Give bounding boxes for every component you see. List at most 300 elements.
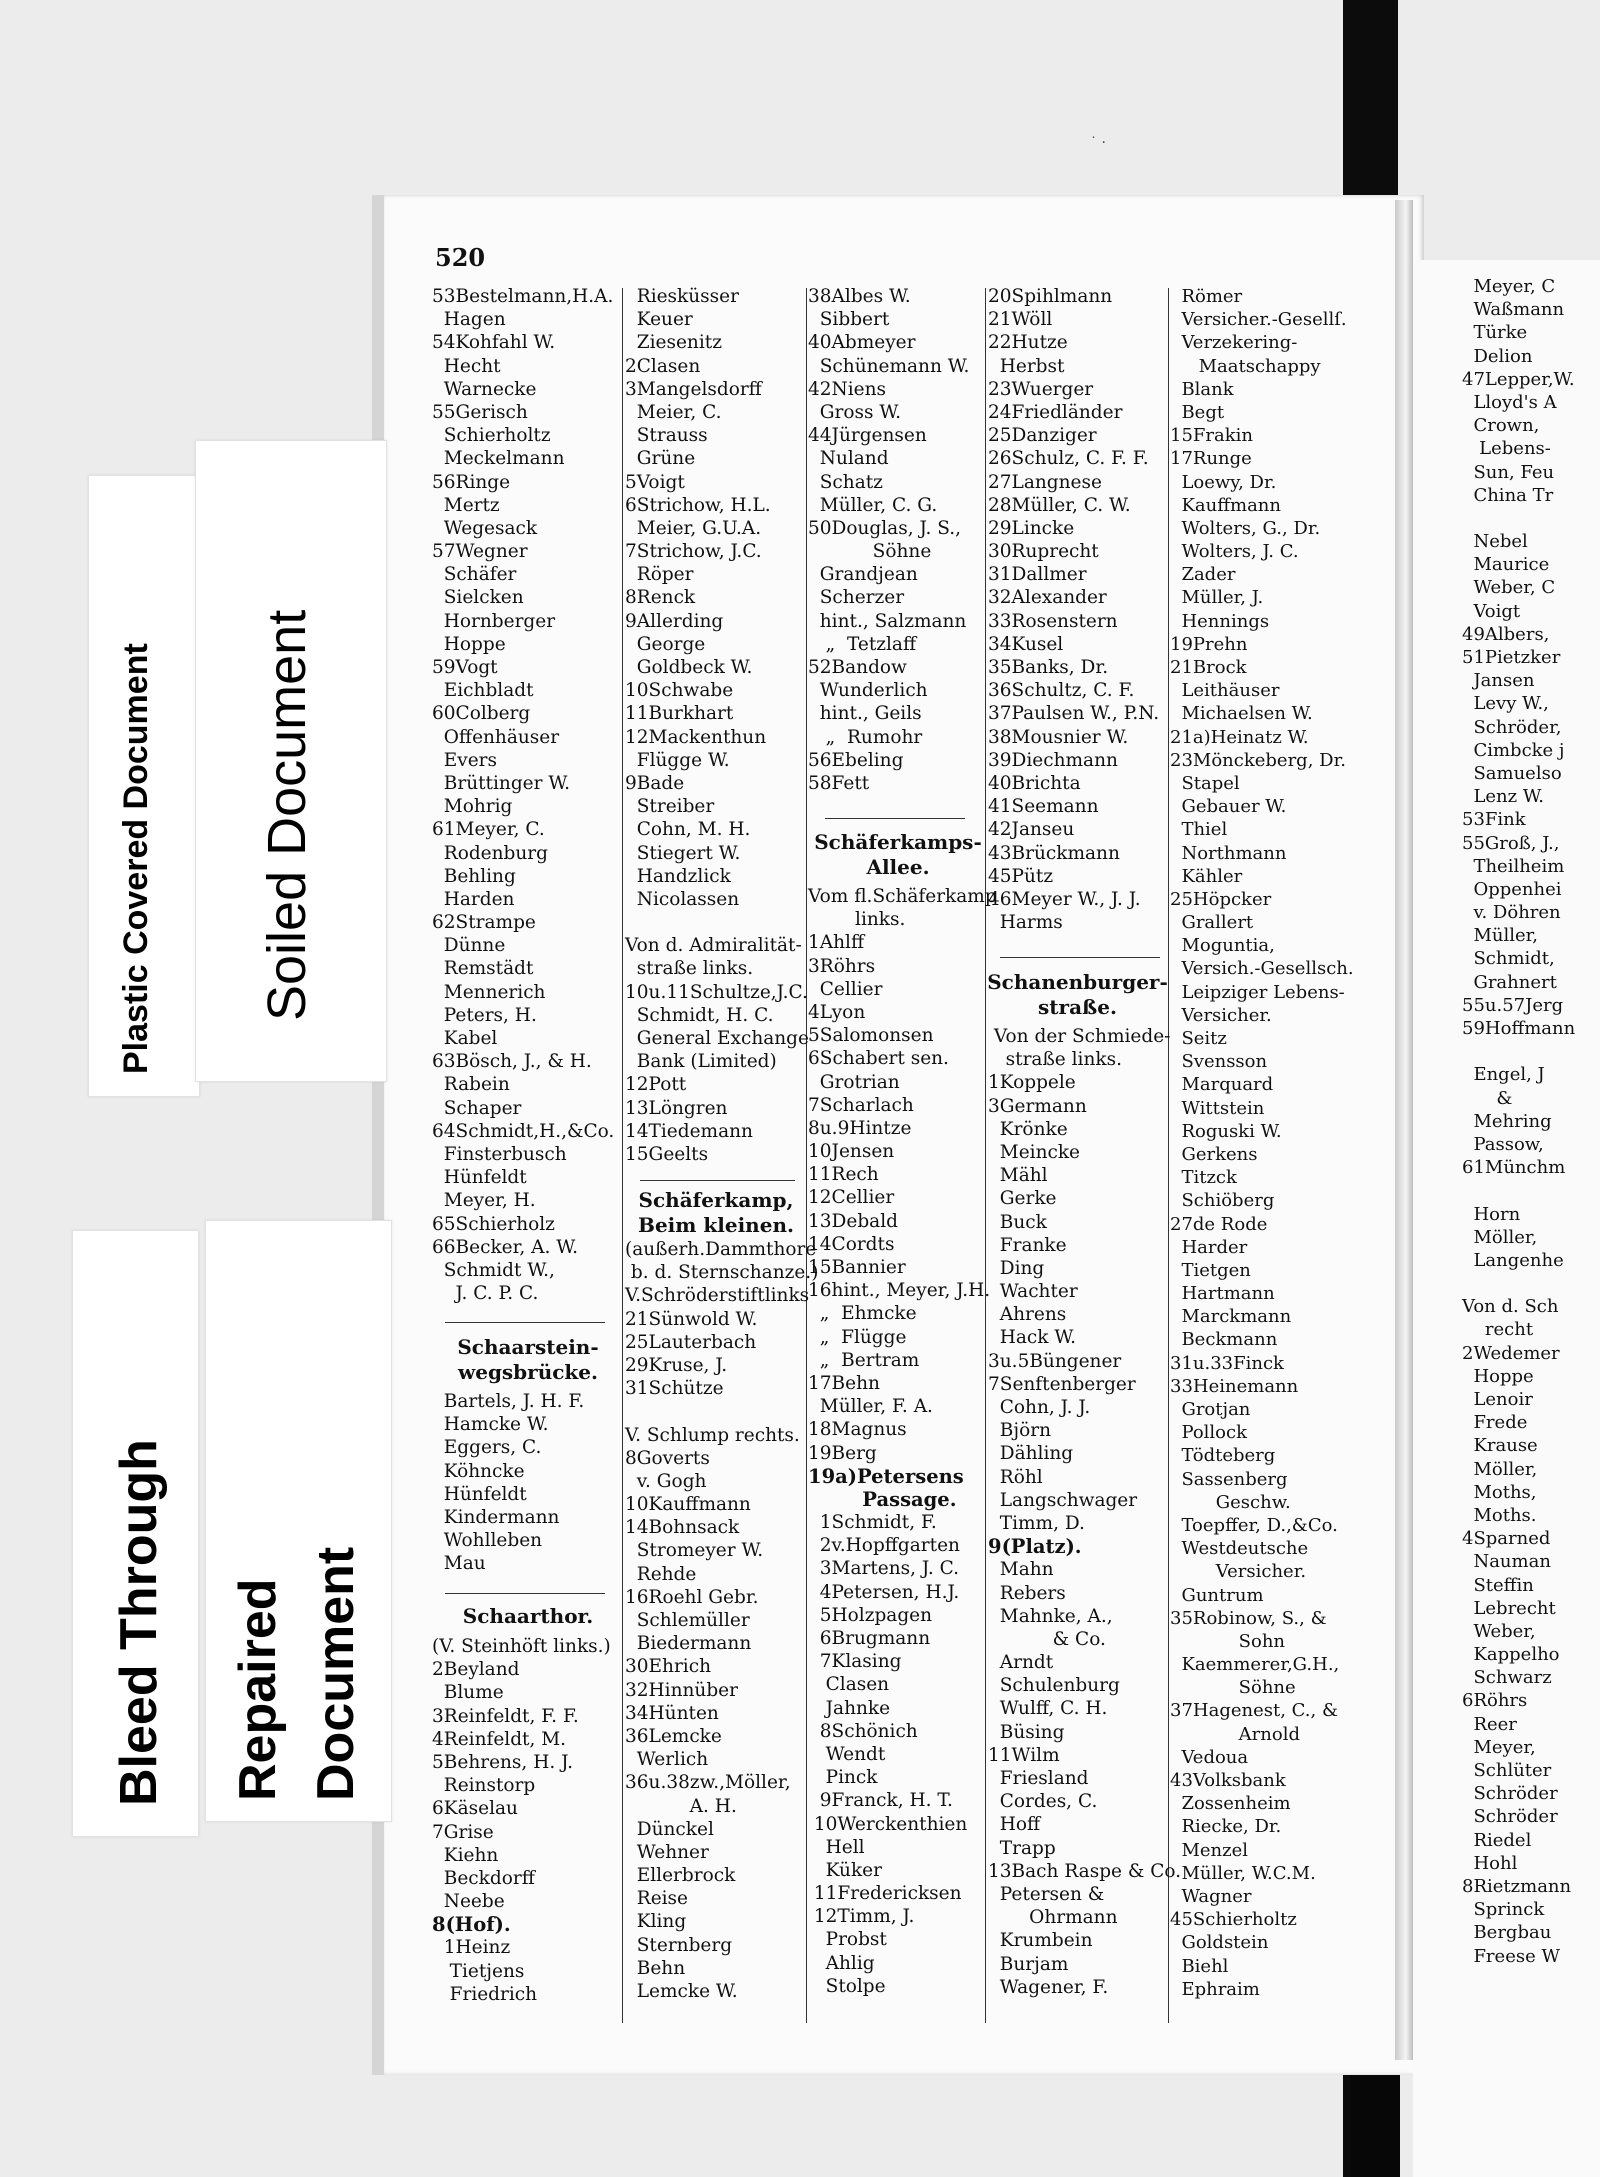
directory-entry: 3u.5Büngener: [988, 1350, 1122, 1372]
directory-entry: Brüttinger W.: [432, 772, 570, 794]
directory-entry: Michaelsen W.: [1170, 703, 1313, 725]
directory-entry: 13Debald: [808, 1210, 898, 1232]
directory-entry: hint., Geils: [808, 703, 922, 725]
directory-entry: 21Brock: [1170, 657, 1247, 678]
directory-entry: 29Lincke: [988, 517, 1075, 539]
directory-entry: Voigt: [1462, 600, 1521, 622]
directory-entry: Ohrmann: [988, 1907, 1118, 1929]
directory-entry: 26Schulz, C. F. F.: [988, 448, 1149, 470]
directory-entry: 7Senftenberger: [988, 1373, 1136, 1395]
directory-entry: Schünemann W.: [808, 355, 970, 377]
directory-entry: Remstädt: [432, 958, 534, 980]
directory-entry: 53Bestelmann,H.A.: [432, 286, 614, 307]
directory-entry: Peters, H.: [432, 1004, 537, 1026]
directory-entry: Probst: [808, 1929, 887, 1951]
directory-entry: 11Burkhart: [625, 703, 734, 725]
directory-entry: 25Danziger: [988, 425, 1097, 447]
directory-entry: 20Spihlmann: [988, 286, 1113, 307]
directory-entry: 47Lepper,W.: [1462, 368, 1575, 390]
directory-entry: 14Tiedemann: [625, 1120, 753, 1142]
directory-entry: 23Wuerger: [988, 378, 1094, 400]
directory-entry: Riedel: [1462, 1829, 1532, 1851]
directory-entry: Dähling: [988, 1443, 1074, 1465]
directory-entry: Müller, C. G.: [808, 494, 938, 516]
directory-entry: Beckmann: [1170, 1329, 1278, 1351]
directory-entry: Nuland: [808, 448, 889, 470]
directory-entry: Büsing: [988, 1721, 1065, 1743]
directory-entry: Hornberger: [432, 610, 556, 632]
directory-entry: Wolters, J. C.: [1170, 541, 1299, 563]
directory-entry: Streiber: [625, 796, 715, 818]
directory-entry: 9(Platz).: [988, 1535, 1082, 1559]
directory-entry: Meyer, C: [1462, 276, 1556, 297]
directory-entry: 8Goverts: [625, 1447, 710, 1469]
directory-entry: 8u.9Hintze: [808, 1117, 912, 1139]
directory-entry: Grallert: [1170, 912, 1254, 934]
directory-entry: Tödteberg: [1170, 1445, 1276, 1467]
directory-entry: 14Cordts: [808, 1233, 895, 1255]
directory-entry: Von d. Sch: [1462, 1296, 1559, 1318]
directory-entry: 65Schierholz: [432, 1213, 555, 1235]
book-gutter: [1395, 200, 1413, 2060]
directory-entry: v. Gogh: [625, 1470, 707, 1492]
directory-entry: Marckmann: [1170, 1306, 1292, 1328]
directory-entry: Wagener, F.: [988, 1976, 1109, 1998]
directory-entry: „ Rumohr: [808, 726, 923, 748]
directory-entry: 27Langnese: [988, 471, 1102, 493]
directory-entry: 11Rech: [808, 1164, 879, 1186]
directory-entry: 52Bandow: [808, 657, 907, 678]
directory-entry: Clasen: [808, 1674, 890, 1696]
directory-entry: Wendt: [808, 1743, 886, 1765]
directory-entry: Waßmann: [1462, 299, 1565, 321]
directory-entry: Friesland: [988, 1768, 1089, 1789]
directory-entry: 3Mangelsdorff: [625, 378, 762, 400]
page-number: 520: [435, 243, 486, 272]
directory-entry: [1462, 1272, 1575, 1295]
soiled-document-label: Soiled Document: [257, 609, 317, 1021]
directory-entry: Türke: [1462, 322, 1528, 344]
directory-entry: 6Käselau: [432, 1798, 518, 1820]
directory-entry: Moths.: [1462, 1504, 1537, 1526]
directory-entry: 22Hutze: [988, 332, 1068, 354]
directory-entry: 10u.11Schultze,J.C.: [625, 981, 808, 1003]
directory-entry: 17Behn: [808, 1372, 880, 1394]
directory-entry: 46Meyer W., J. J.: [988, 888, 1141, 910]
directory-entry: Nicolassen: [625, 888, 740, 910]
directory-entry: 58Fett: [808, 772, 870, 794]
directory-entry: 16Roehl Gebr.: [625, 1586, 759, 1608]
column-6-facing-page: [1462, 275, 1575, 1968]
directory-entry: Kabel: [432, 1028, 498, 1049]
directory-entry: 61Münchm: [1462, 1157, 1566, 1179]
directory-entry: Wunderlich: [808, 680, 928, 702]
directory-entry: 33Rosenstern: [988, 610, 1118, 632]
directory-entry: Horn: [1462, 1203, 1521, 1225]
directory-entry: 64Schmidt,H.,&Co.: [432, 1120, 615, 1142]
directory-entry: Nebel: [1462, 531, 1528, 553]
directory-entry: Müller,: [1462, 925, 1538, 947]
directory-entry: „ Tetzlaff: [808, 633, 917, 655]
directory-entry: 10Jensen: [808, 1141, 895, 1163]
directory-entry: 1Heinz: [432, 1937, 511, 1959]
directory-entry: 36Lemcke: [625, 1725, 722, 1747]
directory-entry: Samuelso: [1462, 762, 1562, 784]
directory-entry: V. Schlump rechts.: [625, 1424, 800, 1446]
directory-entry: 31Dallmer: [988, 564, 1087, 586]
directory-entry: 13Löngren: [625, 1097, 728, 1119]
directory-entry: Dünckel: [625, 1818, 714, 1840]
section-rule: [640, 1180, 795, 1181]
directory-entry: Mahn: [988, 1559, 1054, 1581]
directory-entry: Meier, C.: [625, 401, 722, 423]
column-2: [625, 285, 809, 1166]
directory-entry: 59Hoffmann: [1462, 1018, 1576, 1039]
directory-entry: 21a)Heinatz W.: [1170, 726, 1309, 748]
directory-entry: 11Fredericksen: [808, 1883, 962, 1905]
directory-entry: &: [1462, 1087, 1513, 1109]
directory-entry: 6Röhrs: [1462, 1690, 1528, 1712]
directory-entry: Sibbert: [808, 309, 890, 331]
directory-entry: 55Gerisch: [432, 401, 528, 423]
directory-entry: Grahnert: [1462, 971, 1557, 993]
directory-entry: 7Klasing: [808, 1651, 902, 1673]
directory-entry: Mau: [432, 1553, 486, 1575]
directory-entry: Harden: [432, 888, 515, 910]
directory-entry: 2Beyland: [432, 1659, 520, 1681]
directory-entry: Ding: [988, 1257, 1045, 1279]
soiled-document-sticker: [195, 440, 387, 1082]
directory-entry: 13Bach Raspe & Co.: [988, 1860, 1182, 1882]
directory-entry: Strauss: [625, 425, 708, 447]
directory-entry: Hagen: [432, 309, 506, 331]
directory-entry: 63Bösch, J., & H.: [432, 1051, 592, 1073]
directory-entry: Schiöberg: [1170, 1190, 1275, 1212]
directory-entry: 10Kauffmann: [625, 1494, 751, 1516]
directory-entry: 10Werckenthien: [808, 1813, 968, 1835]
directory-entry: 8Renck: [625, 587, 696, 609]
directory-entry: Verzekering-: [1170, 332, 1298, 354]
directory-entry: Lebrecht: [1462, 1597, 1556, 1619]
directory-entry: Hecht: [432, 355, 501, 377]
directory-entry: 2Clasen: [625, 355, 701, 377]
directory-entry: Söhne: [808, 541, 932, 563]
directory-entry: 33Heinemann: [1170, 1375, 1299, 1397]
directory-entry: General Exchange: [625, 1028, 809, 1049]
directory-entry: Söhne: [1170, 1677, 1296, 1699]
directory-entry: 4Sparned: [1462, 1528, 1551, 1550]
directory-entry: 11Wilm: [988, 1744, 1060, 1766]
directory-entry: 51Pietzker: [1462, 647, 1561, 668]
directory-entry: 12Timm, J.: [808, 1906, 915, 1928]
directory-entry: [1462, 1040, 1575, 1063]
directory-entry: Cimbcke j: [1462, 739, 1565, 761]
directory-entry: Hell: [808, 1836, 865, 1858]
directory-entry: Kling: [625, 1911, 687, 1933]
directory-entry: 6Schabert sen.: [808, 1048, 949, 1070]
directory-entry: Wachter: [988, 1281, 1078, 1303]
directory-entry: 12Pott: [625, 1074, 687, 1096]
directory-entry: 29Kruse, J.: [625, 1354, 728, 1376]
directory-entry: Krönke: [988, 1118, 1068, 1140]
directory-entry: Grüne: [625, 448, 696, 470]
directory-entry: Wegesack: [432, 517, 538, 539]
directory-entry: 37Hagenest, C., &: [1170, 1700, 1338, 1722]
directory-entry: 5Behrens, H. J.: [432, 1751, 573, 1773]
directory-entry: Cordes, C.: [988, 1791, 1098, 1813]
section-header-schaarsteinwegsbruecke: Schaarstein- wegsbrücke.: [457, 1335, 599, 1384]
directory-entry: Frede: [1462, 1412, 1528, 1434]
directory-entry: 35Banks, Dr.: [988, 657, 1109, 678]
directory-entry: Möller,: [1462, 1226, 1538, 1248]
directory-entry: Schlemüller: [625, 1610, 750, 1631]
directory-entry: Eichbladt: [432, 680, 534, 702]
directory-entry: Biedermann: [625, 1633, 752, 1655]
directory-entry: Grandjean: [808, 564, 918, 586]
directory-entry: Moguntia,: [1170, 935, 1275, 957]
directory-entry: Lenoir: [1462, 1389, 1533, 1410]
directory-entry: Hoppe: [432, 633, 506, 655]
directory-entry: 24Friedländer: [988, 401, 1123, 423]
directory-entry: Kiehn: [432, 1844, 499, 1866]
directory-entry: 14Bohnsack: [625, 1517, 740, 1539]
directory-entry: Riecke, Dr.: [1170, 1816, 1282, 1838]
directory-entry: Burjam: [988, 1953, 1069, 1975]
directory-entry: Ellerbrock: [625, 1865, 736, 1887]
directory-entry: 57Wegner: [432, 541, 528, 563]
directory-entry: 10Schwabe: [625, 680, 734, 702]
directory-entry: [1462, 1179, 1575, 1202]
directory-entry: 5Holzpagen: [808, 1604, 933, 1626]
directory-entry: Schmidt W.,: [432, 1259, 555, 1281]
directory-entry: Riesküsser: [625, 286, 739, 307]
directory-entry: Behn: [625, 1957, 686, 1979]
directory-entry: 53Fink: [1462, 809, 1526, 831]
directory-entry: Freese W: [1462, 1945, 1560, 1967]
directory-entry: Friedrich: [432, 1983, 538, 2005]
directory-entry: Mähl: [988, 1165, 1048, 1187]
directory-entry: V.Schröderstiftlinks: [625, 1285, 810, 1307]
column-1-section-a: [432, 1390, 584, 1576]
directory-entry: Neebe: [432, 1891, 505, 1913]
directory-entry: Maatschappy: [1170, 355, 1321, 377]
directory-entry: Grotjan: [1170, 1399, 1251, 1420]
directory-entry: 40Abmeyer: [808, 332, 916, 354]
directory-entry: 30Ehrich: [625, 1656, 711, 1678]
directory-entry: (V. Steinhöft links.): [432, 1636, 611, 1657]
directory-entry: Schäfer: [432, 564, 517, 586]
directory-entry: 61Meyer, C.: [432, 819, 545, 841]
directory-entry: 45Schierholtz: [1170, 1909, 1297, 1931]
directory-entry: 38Albes W.: [808, 286, 911, 307]
directory-entry: Hohl: [1462, 1852, 1518, 1874]
directory-entry: Weber,: [1462, 1620, 1536, 1642]
directory-entry: Sohn: [1170, 1630, 1286, 1652]
column-rule-1: [622, 288, 623, 2023]
section-rule: [825, 818, 965, 819]
directory-entry: Moths,: [1462, 1481, 1537, 1503]
directory-entry: 4Lyon: [808, 1001, 866, 1023]
repaired-label: Repaired: [229, 1578, 287, 1801]
directory-entry: 21Sünwold W.: [625, 1308, 758, 1330]
directory-entry: Rehde: [625, 1563, 697, 1585]
directory-entry: Cohn, J. J.: [988, 1397, 1091, 1418]
directory-entry: 34Kusel: [988, 633, 1064, 655]
section-rule: [1000, 957, 1160, 958]
directory-entry: „ Bertram: [808, 1349, 920, 1371]
directory-entry: Leipziger Lebens-: [1170, 981, 1345, 1003]
directory-entry: Küker: [808, 1859, 882, 1881]
directory-entry: Kähler: [1170, 865, 1243, 887]
directory-entry: George: [625, 633, 706, 655]
directory-entry: Wulff, C. H.: [988, 1698, 1108, 1720]
directory-entry: Buck: [988, 1211, 1047, 1233]
directory-entry: 30Ruprecht: [988, 541, 1099, 563]
directory-entry: 41Seemann: [988, 796, 1099, 818]
directory-entry: hint., Salzmann: [808, 610, 967, 632]
directory-entry: Tietjens: [432, 1960, 525, 1982]
directory-entry: 3Germann: [988, 1095, 1087, 1117]
directory-entry: 49Albers,: [1462, 623, 1550, 645]
directory-entry: 12Cellier: [808, 1187, 895, 1209]
directory-entry: Arndt: [988, 1652, 1054, 1674]
directory-entry: Krumbein: [988, 1930, 1093, 1952]
directory-entry: Harder: [1170, 1236, 1248, 1258]
directory-entry: Blank: [1170, 378, 1234, 400]
directory-entry: Passage.: [808, 1487, 957, 1511]
directory-entry: Passow,: [1462, 1133, 1544, 1155]
directory-entry: Langenhe: [1462, 1249, 1564, 1271]
dust-specks: ˙ ·: [1090, 135, 1106, 151]
directory-entry: Delion: [1462, 345, 1533, 367]
directory-entry: Versicher.: [1170, 1561, 1307, 1583]
directory-entry: Hartmann: [1170, 1283, 1275, 1305]
directory-entry: Behling: [432, 865, 516, 887]
column-3: [808, 285, 969, 795]
directory-entry: 6Strichow, H.L.: [625, 494, 771, 516]
directory-entry: Versicher.-Gesellſ.: [1170, 309, 1347, 331]
directory-entry: 40Brichta: [988, 772, 1081, 794]
directory-entry: 9Bade: [625, 772, 685, 794]
directory-entry: Schlüter: [1462, 1760, 1552, 1781]
directory-entry: Gerke: [988, 1188, 1057, 1210]
directory-entry: Rodenburg: [432, 842, 548, 864]
column-1-section-b: [432, 1635, 611, 2006]
directory-entry: 19Berg: [808, 1442, 877, 1464]
directory-entry: Flügge W.: [625, 749, 730, 771]
directory-entry: 19Prehn: [1170, 633, 1248, 655]
directory-entry: 59Vogt: [432, 657, 498, 678]
directory-entry: Blume: [432, 1682, 504, 1704]
directory-entry: Ephraim: [1170, 1978, 1260, 2000]
section-header-schaeferkamp: Schäferkamp, Beim kleinen.: [638, 1188, 794, 1237]
directory-entry: Warnecke: [432, 378, 537, 400]
directory-entry: b. d. Sternschanze.): [625, 1262, 819, 1284]
column-2-section: [625, 1238, 818, 2003]
directory-entry: Begt: [1170, 401, 1225, 423]
directory-entry: Wagner: [1170, 1885, 1252, 1907]
directory-entry: 1Schmidt, F.: [808, 1512, 937, 1534]
directory-entry: Hack W.: [988, 1327, 1077, 1349]
directory-entry: Sassenberg: [1170, 1468, 1288, 1490]
directory-entry: Oppenhei: [1462, 878, 1562, 900]
directory-entry: 19a)Petersens: [808, 1464, 964, 1488]
directory-entry: 31Schütze: [625, 1378, 724, 1400]
directory-entry: Dünne: [432, 935, 506, 957]
directory-entry: Schröder,: [1462, 716, 1562, 738]
directory-entry: Westdeutsche: [1170, 1538, 1309, 1560]
directory-entry: Tietgen: [1170, 1259, 1251, 1281]
directory-entry: Mohrig: [432, 796, 513, 818]
directory-entry: 45Pütz: [988, 865, 1054, 887]
directory-entry: Cohn, M. H.: [625, 819, 751, 841]
directory-entry: 8Rietzmann: [1462, 1875, 1572, 1897]
directory-entry: links.: [808, 909, 906, 931]
directory-entry: Schatz: [808, 471, 883, 493]
directory-entry: Maurice: [1462, 554, 1550, 576]
directory-entry: 43Brückmann: [988, 842, 1120, 864]
directory-entry: Hoppe: [1462, 1365, 1534, 1387]
directory-entry: Loewy, Dr.: [1170, 471, 1277, 493]
directory-entry: Meincke: [988, 1141, 1081, 1163]
directory-entry: 7Strichow, J.C.: [625, 541, 762, 563]
directory-entry: Beckdorff: [432, 1867, 535, 1889]
directory-entry: Vom fl.Schäferkamp: [808, 886, 997, 907]
directory-entry: Arnold: [1170, 1723, 1300, 1745]
directory-entry: 17Runge: [1170, 448, 1252, 470]
directory-entry: v. Döhren: [1462, 902, 1561, 924]
directory-entry: Marquard: [1170, 1074, 1274, 1096]
directory-entry: Bergbau: [1462, 1922, 1552, 1944]
column-5: [1170, 285, 1354, 2001]
directory-entry: Wittstein: [1170, 1097, 1265, 1119]
directory-entry: Schmidt, H. C.: [625, 1004, 774, 1026]
section-rule: [445, 1322, 605, 1323]
directory-entry: Scherzer: [808, 587, 905, 609]
directory-entry: 32Alexander: [988, 587, 1107, 609]
directory-entry: Evers: [432, 749, 498, 771]
directory-entry: Von der Schmiede-: [988, 1026, 1171, 1047]
directory-entry: J. C. P. C.: [432, 1283, 539, 1305]
directory-entry: Sielcken: [432, 587, 524, 609]
directory-entry: „ Ehmcke: [808, 1303, 917, 1325]
directory-entry: Kauffmann: [1170, 494, 1281, 516]
directory-entry: Goldstein: [1170, 1932, 1269, 1954]
directory-entry: Eggers, C.: [432, 1437, 542, 1459]
directory-entry: Grotrian: [808, 1071, 900, 1093]
directory-entry: Goldbeck W.: [625, 657, 753, 678]
directory-entry: straße links.: [988, 1049, 1122, 1071]
directory-entry: 4Reinfeldt, M.: [432, 1728, 567, 1750]
directory-entry: Möller,: [1462, 1458, 1538, 1480]
directory-entry: Schwarz: [1462, 1667, 1552, 1689]
directory-entry: Bank (Limited): [625, 1051, 777, 1073]
directory-entry: 55u.57Jerg: [1462, 994, 1564, 1016]
directory-entry: 1Ahlff: [808, 932, 865, 954]
bleed-through-sticker: [72, 1230, 199, 1837]
directory-entry: Mertz: [432, 494, 500, 516]
directory-entry: Mehring: [1462, 1110, 1552, 1132]
column-1: [432, 285, 614, 1305]
facing-page-clip: [1462, 0, 1600, 2177]
directory-entry: Meckelmann: [432, 448, 565, 470]
directory-entry: Gross W.: [808, 401, 902, 423]
directory-entry: Zader: [1170, 564, 1236, 586]
section-rule: [445, 1593, 605, 1594]
directory-entry: 9Allerding: [625, 610, 724, 632]
directory-entry: Franke: [988, 1234, 1067, 1256]
column-3-section: [808, 885, 997, 1998]
